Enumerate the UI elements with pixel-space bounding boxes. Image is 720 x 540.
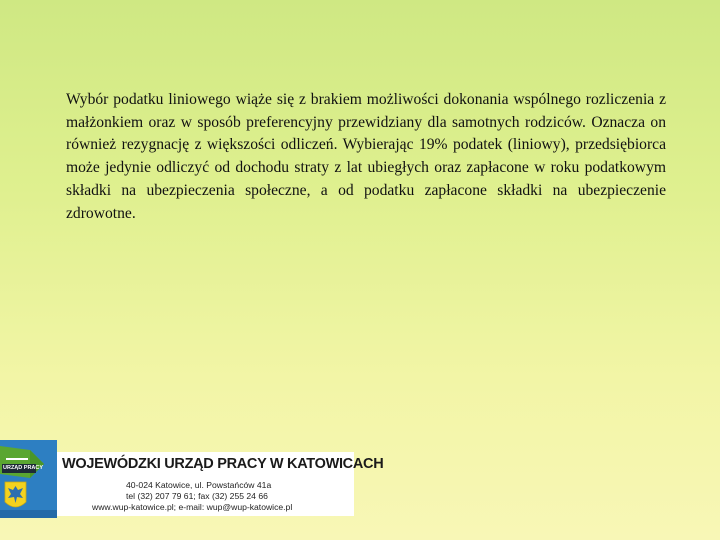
institution-address: 40-024 Katowice, ul. Powstańców 41a <box>126 480 272 490</box>
logo-badge-text: URZĄD PRACY <box>3 465 44 471</box>
institution-logo-icon <box>0 440 57 518</box>
institution-name: WOJEWÓDZKI URZĄD PRACY W KATOWICACH <box>62 456 384 472</box>
institution-logo-banner <box>0 440 384 518</box>
body-paragraph: Wybór podatku liniowego wiąże się z brakiem możliwości dokonania wspólnego rozliczenia z małżonkiem oraz w sposób preferencyjny przewidziany dla samotnych rodziców. Oznacza on również rezygnację z większości odliczeń. Wybierając 19% podatek (liniowy), przedsiębiorca może jedynie odliczyć od dochodu straty z lat ubiegłych oraz zapłacone w roku podatkowym składki na ubezpieczenia społeczne, a od podatku zapłacone składki na ubezpieczenie zdrowotne. <box>66 91 666 222</box>
institution-web-email: www.wup-katowice.pl; e-mail: wup@wup-katowice.pl <box>92 502 293 512</box>
institution-phone: tel (32) 207 79 61; fax (32) 255 24 66 <box>126 491 268 501</box>
